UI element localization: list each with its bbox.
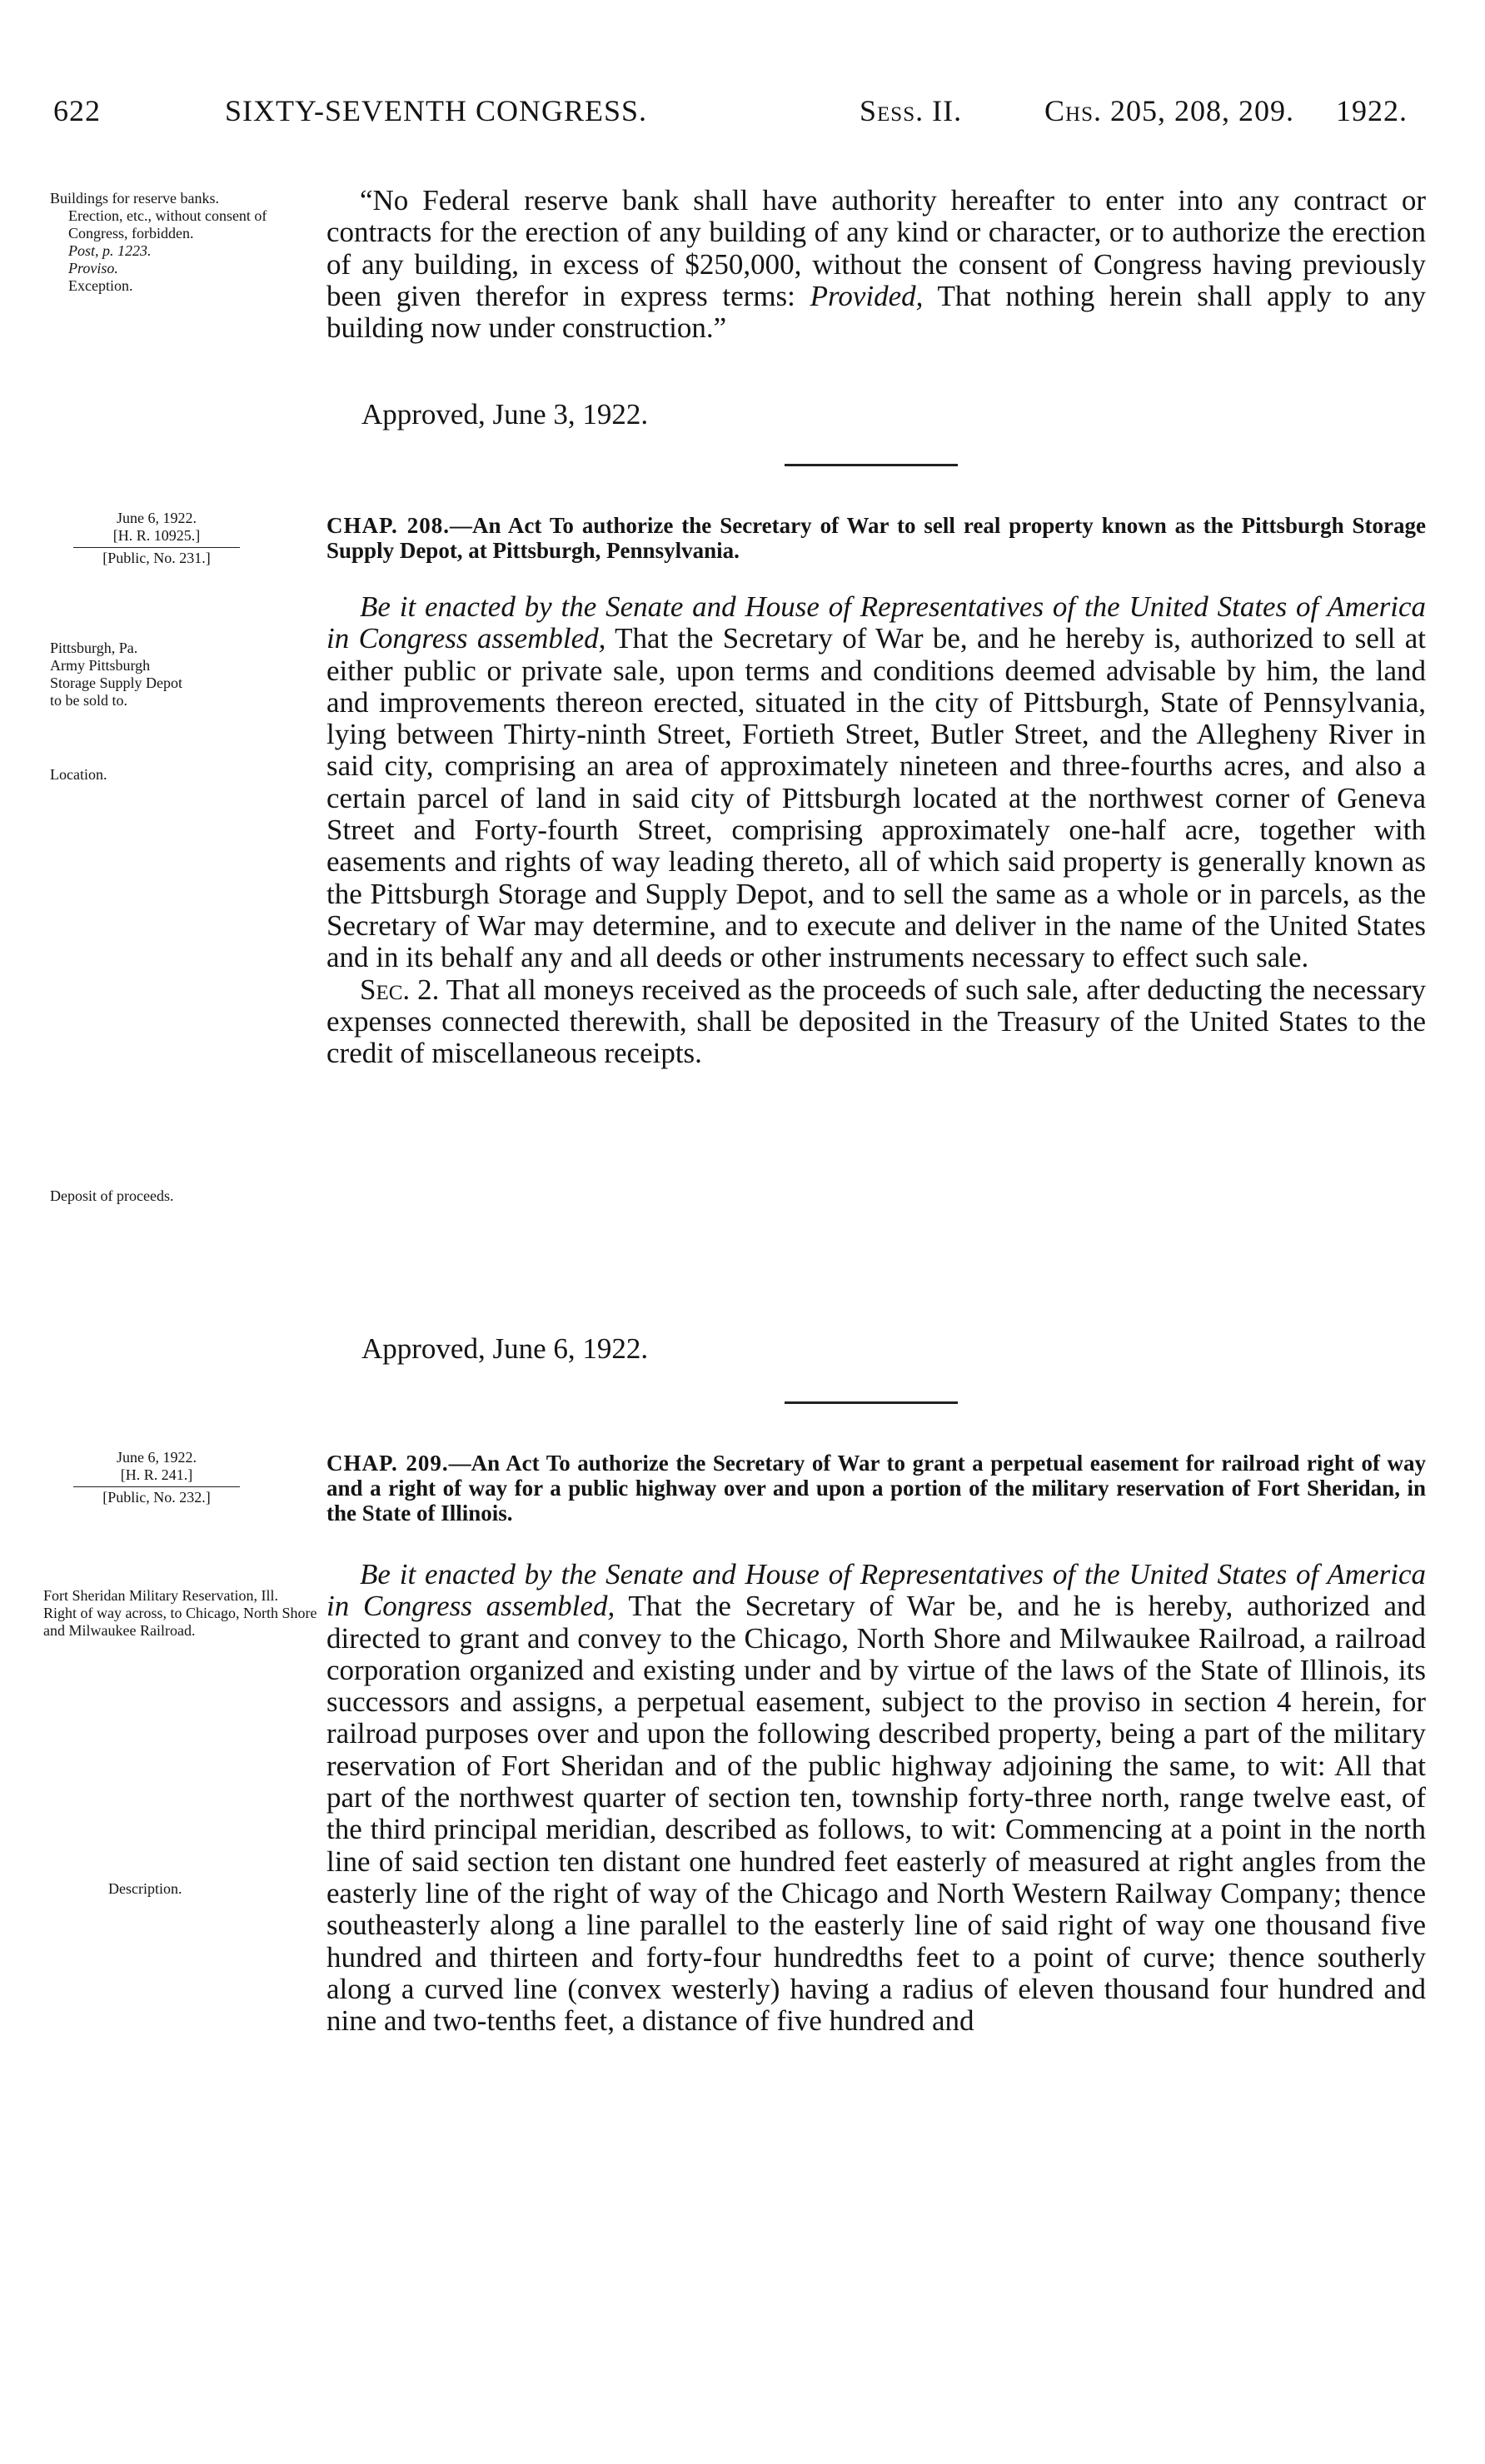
- public-law-number: [Public, No. 232.]: [102, 1489, 211, 1506]
- chap209-title: —An Act To authorize the Secretary of War to grant a perpetual easement for railroad right of way and a right of way for a public highway over and upon a portion of the military reservation of Fort Sheridan, in the State of Illinois.: [326, 1451, 1426, 1526]
- chap209-heading: CHAP. 209.: [326, 1451, 449, 1476]
- margin-note-fort-sheridan: [43, 1587, 326, 1640]
- margin-note-deposit: Deposit of proceeds.: [50, 1187, 174, 1204]
- margin-rule: [73, 547, 240, 548]
- margin-note-line: Post, p. 1223.: [68, 242, 152, 259]
- margin-note-line: Erection, etc., without consent of Congress, forbidden.: [68, 207, 267, 241]
- bill-number: [H. R. 241.]: [120, 1466, 193, 1483]
- proviso-word: Provided,: [810, 279, 924, 312]
- section1-body: “No Federal reserve bank shall have authority hereafter to enter into any contract or contracts for the erection of any building of any kind or character, or to authorize the erection of any building, in excess of $250,000, without the consent of Congress having previously been given therefor in express terms:: [326, 184, 1426, 312]
- margin-note-line: Army Pittsburgh Storage Supply Depot to be sold to.: [50, 657, 182, 709]
- chap208-enacting-clause: Be it enacted by the Senate and House of Representatives of the United States of America in Congress assembled,: [326, 590, 1426, 655]
- section-divider: [785, 464, 958, 466]
- chap208-section2: That all moneys received as the proceeds of such sale, after deducting the necessary expenses connected therewith, shall be deposited in the Treasury of the United States to the credit of miscellaneous receipts.: [326, 973, 1427, 1070]
- margin-note-chap208-bill: [57, 510, 257, 567]
- margin-note-buildings: [50, 190, 316, 295]
- margin-note-pittsburgh: [50, 640, 192, 709]
- approved-june-6-chap208: Approved, June 6, 1922.: [361, 1332, 649, 1365]
- bill-date: June 6, 1922.: [117, 510, 197, 526]
- margin-note-line: Exception.: [68, 277, 133, 294]
- chap208-text: [326, 591, 1426, 1069]
- bill-number: [H. R. 10925.]: [112, 527, 201, 544]
- section-divider: [785, 1401, 958, 1404]
- margin-note-line: Fort Sheridan Military Reservation, Ill.: [43, 1587, 278, 1604]
- chap208-section1: That the Secretary of War be, and he hereby is, authorized to sell at either public or private sale, upon terms and conditions deemed advisable by him, the land and improvements thereon erected, situated in the city of Pittsburgh, State of Pennsylvania, lying between Thirty-ninth Street, Fortieth Street, Butler Street, and the Allegheny River in said city, comprising an area of approximately nineteen and three-fourths acres, and also a certain parcel of land in said city of Pittsburgh located at the northwest corner of Geneva Street and Forty-fourth Street, comprising approximately one-half acre, together with easements and rights of way leading thereto, all of which said property is generally known as the Pittsburgh Storage and Supply Depot, and to sell the same as a whole or in parcels, as the Secretary of War may determine, and to execute and deliver in the name of the United States and in its behalf any and all deeds or other instruments necessary to effect such sale.: [326, 622, 1427, 974]
- running-head: [53, 93, 1408, 137]
- chap209-enacting-clause: Be it enacted by the Senate and House of Representatives of the United States of America in Congress assembled,: [326, 1558, 1426, 1623]
- chap209-text: [326, 1559, 1426, 2037]
- bill-date: June 6, 1922.: [117, 1449, 197, 1466]
- margin-note-chap209-bill: [57, 1449, 257, 1506]
- chap209-body: That the Secretary of War be, and he is hereby, authorized and directed to grant and convey to the Chicago, North Shore and Milwaukee Railroad, a railroad corporation organized and existing under and by virtue of the laws of the State of Illinois, its successors and assigns, a perpetual easement, subject to the proviso in section 4 herein, for railroad purposes over and upon the following described property, being a part of the military reservation of Fort Sheridan and of the public highway adjoining the same, to wit: All that part of the northwest quarter of section ten, township forty-three north, range twelve east, of the third principal meridian, described as follows, to wit: Commencing at a point in the north line of said section ten distant one hundred feet easterly of measured at right angles from the easterly line of the right of way of the Chicago and North Western Railway Company; thence southeasterly along a line parallel to the easterly line of said right of way one thousand five hundred and thirteen and forty-four hundredths feet to a point of curve; thence southerly along a curved line (convex westerly) having a radius of eleven thousand four hundred and nine and two-tenths feet, a distance of five hundred and: [326, 1590, 1427, 2038]
- section1-body-end: That nothing herein shall apply to any building now under construction.”: [326, 279, 1427, 345]
- margin-note-line: Proviso.: [68, 260, 118, 276]
- chap208-title: —An Act To authorize the Secretary of War to sell real property known as the Pittsburgh Storage Supply Depot, at Pittsburgh, Pennsylvania.: [326, 513, 1427, 563]
- chap209-heading-block: [326, 1451, 1426, 1526]
- chap208-heading: CHAP. 208.: [326, 513, 450, 538]
- margin-note-line: Right of way across, to Chicago, North Shore and Milwaukee Railroad.: [43, 1605, 317, 1639]
- margin-note-line: Pittsburgh, Pa.: [50, 640, 138, 656]
- margin-note-location: Location.: [50, 766, 107, 783]
- approved-june-3: Approved, June 3, 1922.: [361, 398, 649, 431]
- section1-text: [326, 185, 1426, 344]
- margin-note-line: Buildings for reserve banks.: [50, 190, 219, 207]
- chapters-label: Chs. 205, 208, 209.: [1044, 94, 1294, 127]
- margin-note-description: Description.: [108, 1880, 182, 1897]
- chap208-sec2-label: Sec. 2.: [360, 973, 440, 1006]
- session-label: Sess. II.: [860, 94, 963, 127]
- page-number: 622: [53, 94, 101, 127]
- margin-rule: [73, 1486, 240, 1487]
- congress-title: SIXTY-SEVENTH CONGRESS.: [225, 94, 648, 127]
- year-label: 1922.: [1336, 94, 1408, 127]
- public-law-number: [Public, No. 231.]: [102, 550, 211, 566]
- chap208-heading-block: [326, 513, 1426, 563]
